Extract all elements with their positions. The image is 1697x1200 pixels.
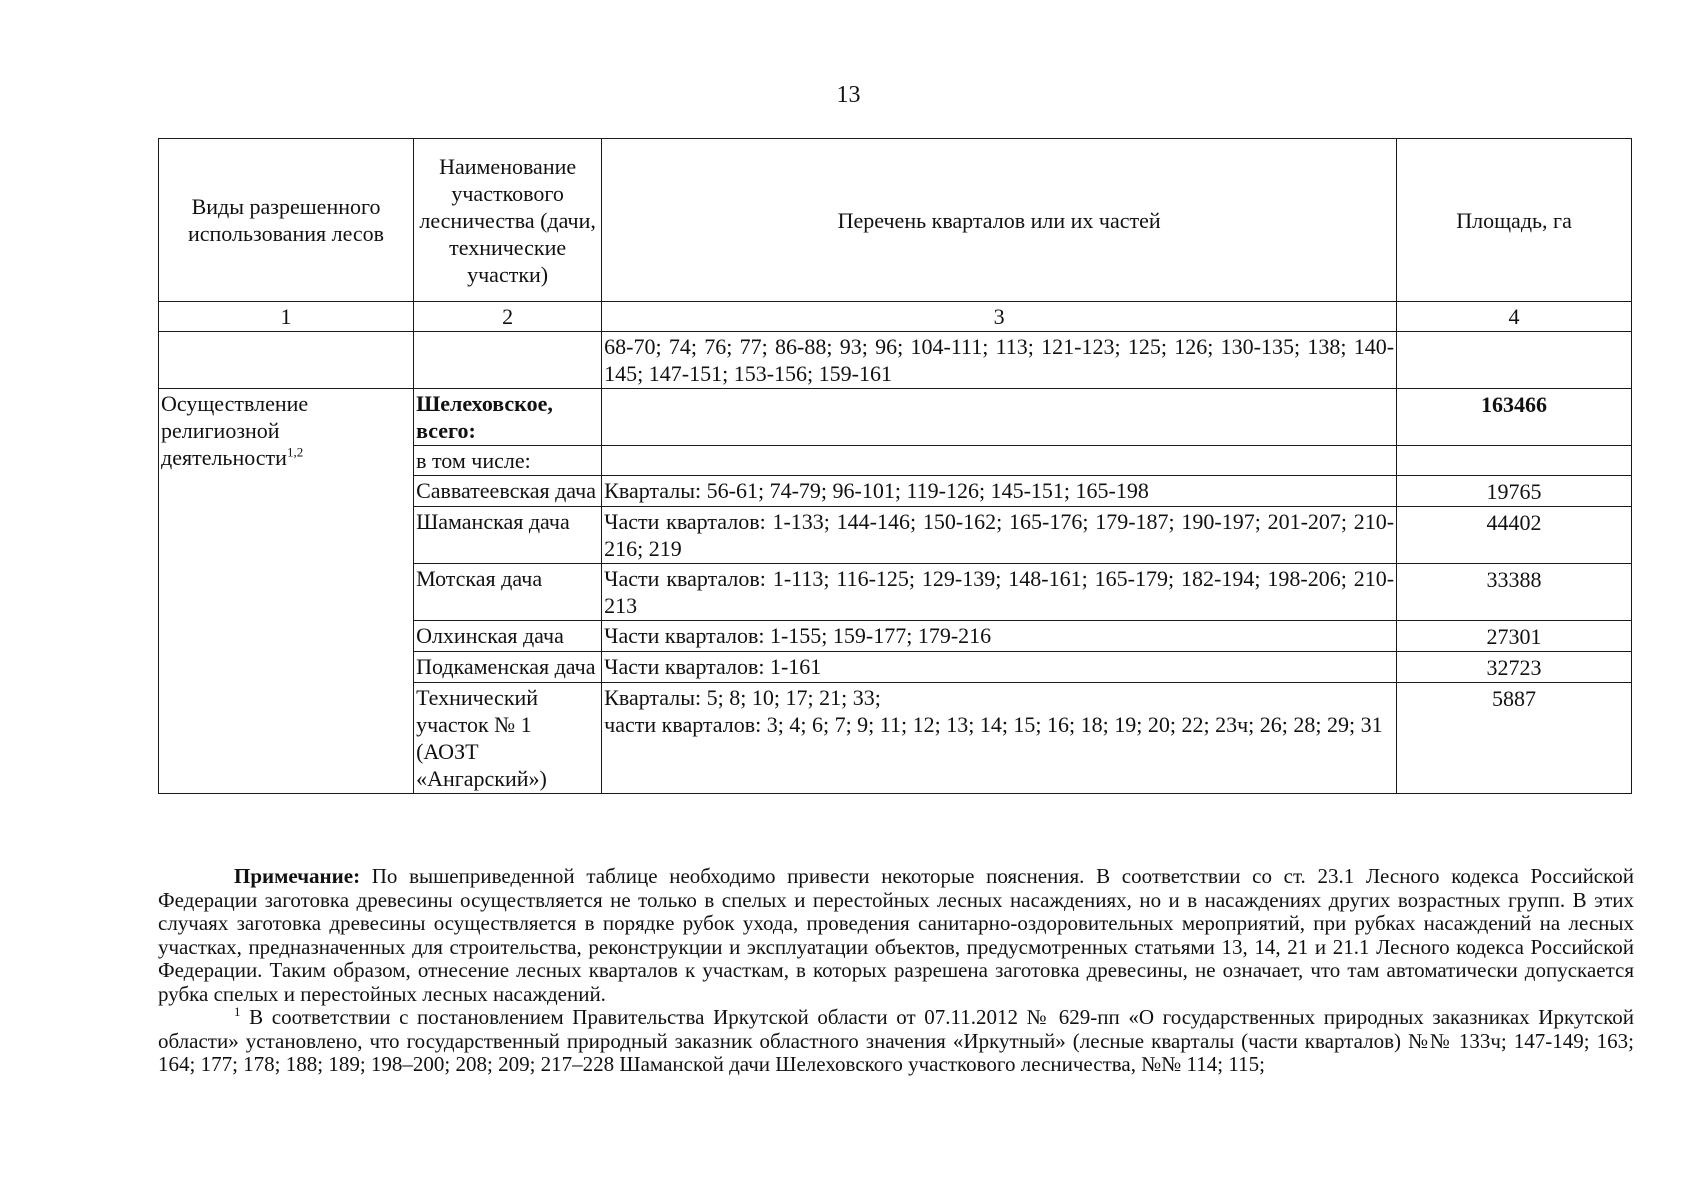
dacha-name: Савватеевская дача [414,476,602,507]
empty-cell [159,332,414,389]
area-value: 44402 [1397,507,1632,564]
header-usage-type: Виды разрешенного использования лесов [159,139,414,302]
quarters-cell: Части кварталов: 1-161 [602,652,1397,683]
area-value: 5887 [1397,683,1632,794]
footnote-paragraph [158,1006,1634,1077]
quarters-cell: Части кварталов: 1-133; 144-146; 150-162; 165-176; 179-187; 190-197; 201-207; 210-216; 219 [602,507,1397,564]
area-value: 32723 [1397,652,1632,683]
quarters-line: части кварталов: 3; 4; 6; 7; 9; 11; 12; 13; 14; 15; 16; 18; 19; 20; 22; 23ч; 26; 28; 29; 31 [604,712,1383,737]
quarters-line: Кварталы: 5; 8; 10; 17; 21; 33; [604,685,881,710]
area-value: 33388 [1397,564,1632,621]
column-number: 2 [414,302,602,332]
column-number: 1 [159,302,414,332]
dacha-name: Шаманская дача [414,507,602,564]
note-paragraph [158,865,1634,1006]
empty-cell [1397,446,1632,476]
notes-block [158,865,1634,1077]
column-number: 3 [602,302,1397,332]
footnote-ref: 1,2 [286,444,304,460]
area-value: 27301 [1397,621,1632,652]
note-label: Примечание: [234,864,361,888]
total-area: 163466 [1397,389,1632,446]
dacha-name: Олхинская дача [414,621,602,652]
forest-use-table [158,138,1632,794]
quarters-cell: Части кварталов: 1-155; 159-177; 179-216 [602,621,1397,652]
empty-cell [1397,332,1632,389]
dacha-name: Технический участок № 1 (АОЗТ «Ангарский») [414,683,602,794]
header-forestry-name: Наименование участкового лесничества (дачи, технические участки) [414,139,602,302]
empty-cell [602,389,1397,446]
quarters-cell: 68-70; 74; 76; 77; 86-88; 93; 96; 104-111; 113; 121-123; 125; 126; 130-135; 138; 140-145; 147-151; 153-156; 159-161 [602,332,1397,389]
empty-cell [602,446,1397,476]
header-quarters-list: Перечень кварталов или их частей [602,139,1397,302]
page-number: 13 [836,82,861,108]
area-value: 19765 [1397,476,1632,507]
forestry-total-label: Шелеховское, всего: [414,389,602,446]
note-text: По вышеприведенной таблице необходимо привести некоторые пояснения. В соответствии со ст. 23.1 Лесного кодекса Российской Федерации заготовка древесины осуществляется не только в спелых и перестойных лесных насаждениях, но и в насаждениях других возрастных групп. В этих случаях заготовка древесины осуществляется в порядке рубок ухода, проведения санитарно-оздоровительных мероприятий, при рубках насаждений на лесных участках, предназначенных для строительства, реконструкции и эксплуатации объектов, предусмотренных статьями 13, 14, 21 и 21.1 Лесного кодекса Российской Федерации. Таким образом, отнесение лесных кварталов к участкам, в которых разрешена заготовка древесины, не означает, что там автоматически допускается рубка спелых и перестойных лесных насаждений. [158,864,1634,1006]
quarters-cell: Части кварталов: 1-113; 116-125; 129-139; 148-161; 165-179; 182-194; 198-206; 210-213 [602,564,1397,621]
column-number: 4 [1397,302,1632,332]
column-numbers-row [159,302,1632,332]
usage-type-text: Осуществление религиозной деятельности [161,391,309,470]
header-area: Площадь, га [1397,139,1632,302]
including-label: в том числе: [414,446,602,476]
footnote-mark: 1 [234,1004,241,1019]
usage-type-cell [159,389,414,794]
forestry-total-row [159,389,1632,446]
footnote-text: В соответствии с постановлением Правительства Иркутской области от 07.11.2012 № 629-пп «О государственных природных заказниках Иркутской области» установлено, что государственный природный заказник областного значения «Иркутный» (лесные кварталы (части кварталов) №№ 133ч; 147-149; 163; 164; 177; 178; 188; 189; 198–200; 208; 209; 217–228 Шаманской дачи Шелеховского участкового лесничества, №№ 114; 115; [158,1005,1634,1076]
continued-row [159,332,1632,389]
dacha-name: Мотская дача [414,564,602,621]
table-header-row [159,139,1632,302]
quarters-cell [602,683,1397,794]
empty-cell [414,332,602,389]
dacha-name: Подкаменская дача [414,652,602,683]
quarters-cell: Кварталы: 56-61; 74-79; 96-101; 119-126; 145-151; 165-198 [602,476,1397,507]
